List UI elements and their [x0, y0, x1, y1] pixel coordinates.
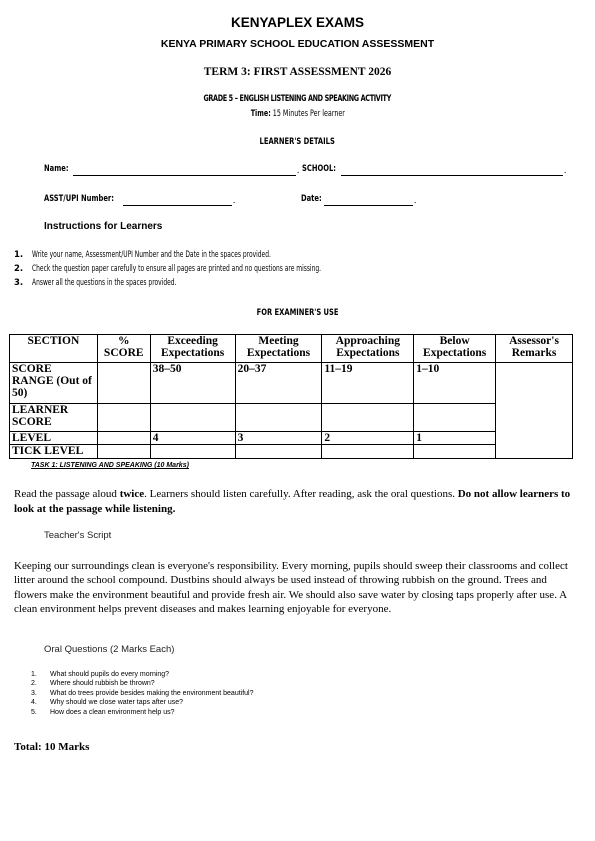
- row-label: LEARNER SCORE: [10, 404, 98, 432]
- name-label: Name:: [44, 164, 69, 174]
- table-cell: 1: [414, 432, 496, 445]
- table-cell[interactable]: [150, 404, 235, 432]
- question-item: [31, 699, 571, 708]
- instruction-text: Check the question paper carefully to ensure all pages are printed and no questions are missing.: [32, 264, 322, 274]
- header-remarks: Assessor's Remarks: [496, 335, 573, 363]
- asst-row: ASST/UPI Number: . Date: .: [44, 194, 417, 205]
- table-cell: [97, 432, 150, 445]
- question-text: How does a clean environment help us?: [50, 708, 175, 716]
- header-score: % SCORE: [97, 335, 150, 363]
- question-num: 4.: [31, 699, 37, 707]
- table-cell: 11–19: [322, 363, 414, 404]
- total-marks: Total: 10 Marks: [14, 741, 90, 753]
- question-item: [31, 709, 571, 718]
- instruction-num: 2.: [14, 264, 24, 274]
- instruction-item: [14, 278, 574, 292]
- questions-list: [31, 671, 571, 718]
- instruction-text: Answer all the questions in the spaces provided.: [32, 278, 177, 288]
- table-cell: 20–37: [235, 363, 322, 404]
- table-row: [10, 363, 573, 404]
- table-cell: 2: [322, 432, 414, 445]
- asst-label: ASST/UPI Number:: [44, 194, 114, 204]
- name-field[interactable]: [73, 164, 296, 176]
- date-label: Date:: [301, 194, 322, 204]
- header-below: Below Expectations: [414, 335, 496, 363]
- question-item: [31, 671, 571, 680]
- task-intro: [14, 487, 580, 517]
- examiner-title-text: FOR EXAMINER'S USE: [256, 308, 339, 318]
- table-row: [10, 404, 573, 432]
- header-approaching: Approaching Expectations: [322, 335, 414, 363]
- row-label: SCORE RANGE (Out of 50): [10, 363, 98, 404]
- passage: Keeping our surroundings clean is everyone's responsibility. Every morning, pupils should sweep their classrooms and collect litter around the school compound. Dustbins should always be used instead of throwing rubbish on the ground. Trees and flowers make the environment beautiful and provide fresh air. We should also save water by closing taps properly after use. A clean environment helps prevent diseases and makes learning enjoyable for everyone.: [14, 560, 568, 615]
- learner-details-text: LEARNER'S DETAILS: [259, 137, 336, 147]
- time-value: 15 Minutes Per learner: [270, 109, 345, 119]
- intro-warning: Do not allow learners to look at the passage while listening.: [14, 488, 571, 515]
- instruction-item: [14, 264, 574, 278]
- table-cell: [97, 363, 150, 404]
- table-cell[interactable]: [322, 404, 414, 432]
- table-cell: 1–10: [414, 363, 496, 404]
- row-label: TICK LEVEL: [10, 445, 98, 459]
- table-cell[interactable]: [235, 445, 322, 459]
- header-meeting: Meeting Expectations: [235, 335, 322, 363]
- header-exceeding: Exceeding Expectations: [150, 335, 235, 363]
- time-line: [0, 109, 595, 119]
- grade-text: GRADE 5 – ENGLISH LISTENING AND SPEAKING ACTIVITY: [203, 94, 392, 104]
- questions-title: Oral Questions (2 Marks Each): [44, 644, 175, 655]
- question-text: What should pupils do every morning?: [50, 671, 170, 678]
- learner-details-title: [0, 137, 595, 147]
- table-cell[interactable]: [414, 445, 496, 459]
- table-cell: 38–50: [150, 363, 235, 404]
- intro-part: . Learners should listen carefully. After reading, ask the oral questions.: [144, 488, 458, 500]
- table-cell: 4: [150, 432, 235, 445]
- question-text: What do trees provide besides making the environment beautiful?: [50, 689, 254, 697]
- intro-part: Read the passage aloud: [14, 488, 120, 500]
- time-label: Time:: [250, 109, 271, 119]
- score-table: [9, 334, 573, 459]
- instructions-title: Instructions for Learners: [44, 221, 163, 232]
- term-title: TERM 3: FIRST ASSESSMENT 2026: [203, 66, 392, 78]
- instruction-item: [14, 250, 574, 264]
- question-num: 3.: [31, 689, 37, 697]
- table-header-row: [10, 335, 573, 363]
- instruction-text: Write your name, Assessment/UPI Number and the Date in the spaces provided.: [32, 250, 271, 260]
- question-item: [31, 680, 571, 689]
- table-cell[interactable]: [235, 404, 322, 432]
- question-num: 1.: [31, 671, 37, 678]
- school-field[interactable]: [341, 164, 563, 176]
- instructions-list: [14, 250, 574, 292]
- date-field[interactable]: [324, 194, 413, 206]
- examiner-title: [0, 308, 595, 318]
- instruction-num: 3.: [14, 278, 24, 288]
- question-num: 5.: [31, 708, 37, 716]
- script-title: Teacher's Script: [44, 530, 112, 541]
- asst-field[interactable]: [123, 194, 232, 206]
- question-text: Why should we close water taps after use?: [50, 699, 184, 707]
- school-label: SCHOOL:: [302, 164, 336, 174]
- remarks-cell[interactable]: [496, 363, 573, 459]
- instruction-num: 1.: [14, 250, 24, 260]
- table-cell[interactable]: [322, 445, 414, 459]
- question-item: [31, 690, 571, 699]
- table-row: [10, 445, 573, 459]
- table-cell[interactable]: [97, 445, 150, 459]
- grade-title: [0, 94, 595, 104]
- row-label: LEVEL: [10, 432, 98, 445]
- table-cell[interactable]: [150, 445, 235, 459]
- header-section: SECTION: [10, 335, 98, 363]
- task-title: TASK 1: LISTENING AND SPEAKING (10 Marks): [31, 462, 189, 469]
- name-row: Name: . SCHOOL: .: [44, 164, 567, 175]
- table-cell: 3: [235, 432, 322, 445]
- table-cell[interactable]: [97, 404, 150, 432]
- question-num: 2.: [31, 680, 37, 688]
- table-cell[interactable]: [414, 404, 496, 432]
- assessment-title: KENYA PRIMARY SCHOOL EDUCATION ASSESSMENT: [160, 38, 435, 50]
- org-title: KENYAPLEX EXAMS: [230, 15, 365, 30]
- intro-emphasis: twice: [119, 488, 145, 500]
- question-text: Where should rubbish be thrown?: [50, 680, 155, 688]
- table-row: [10, 432, 573, 445]
